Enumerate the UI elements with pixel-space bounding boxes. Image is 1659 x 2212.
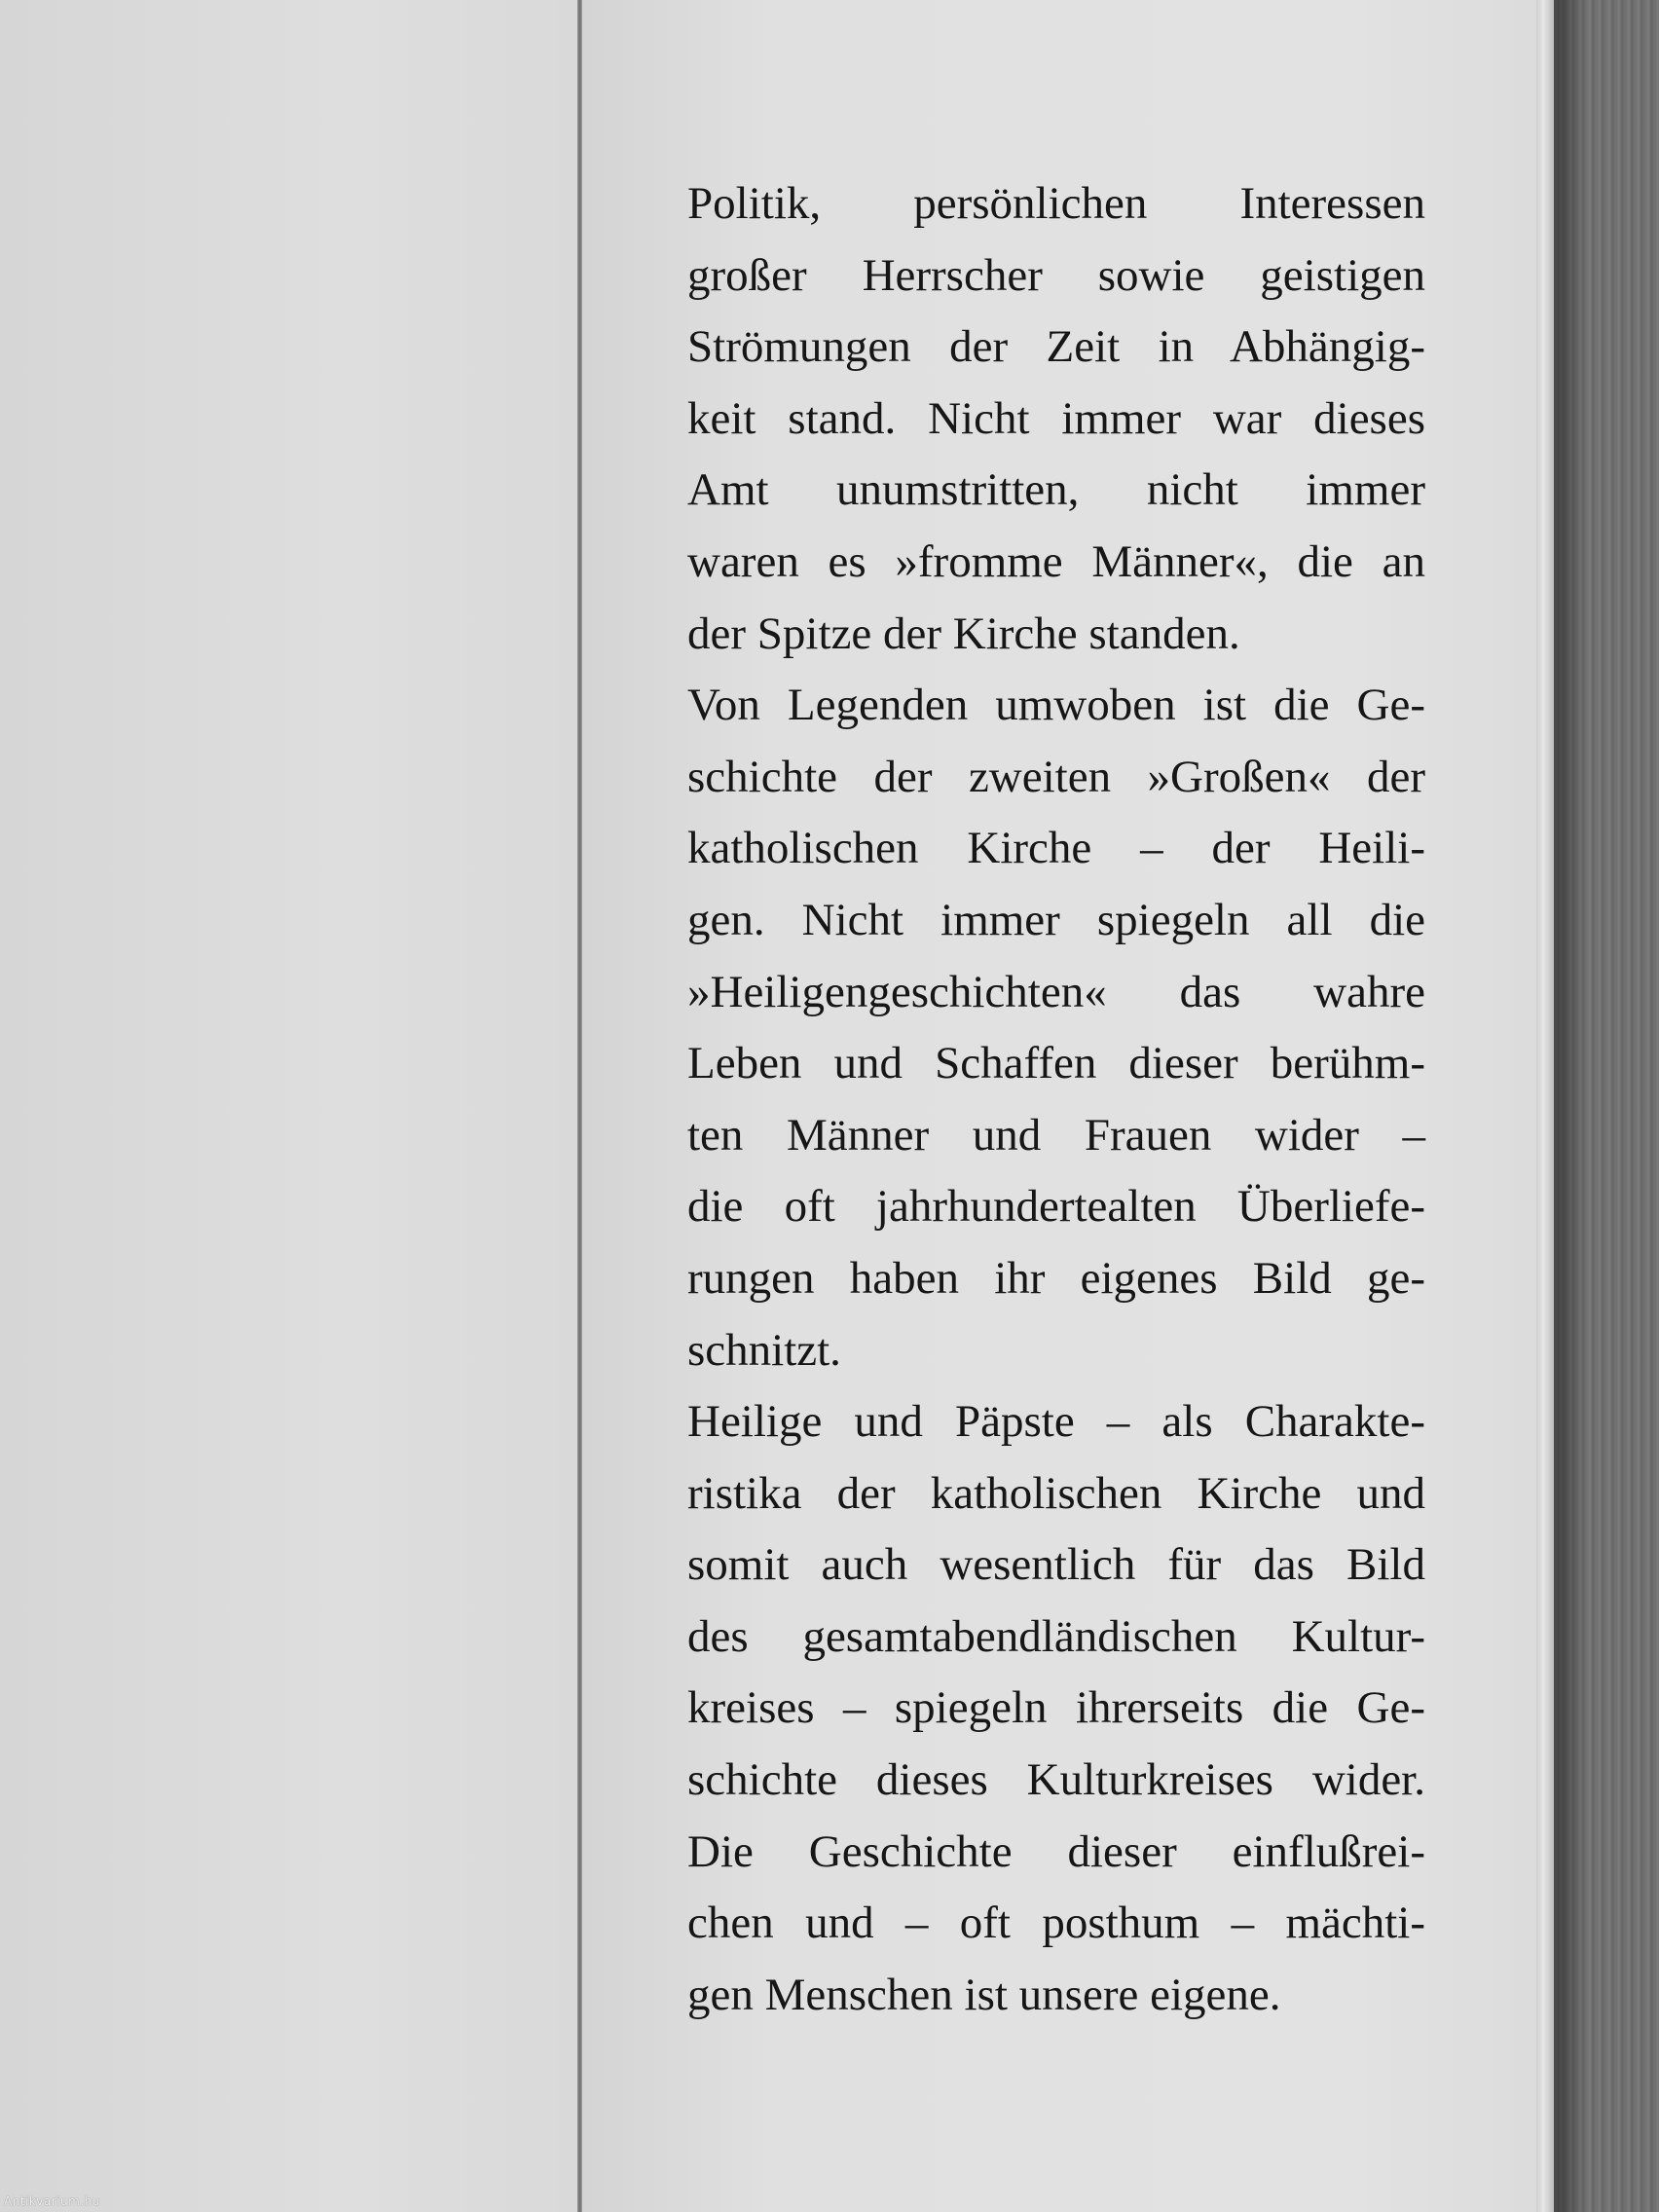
text-line: chen und – oft posthum – mächti- xyxy=(687,1898,1425,1949)
text-line: keit stand. Nicht immer war dieses xyxy=(687,392,1425,444)
text-line: katholischen Kirche – der Heili- xyxy=(687,823,1425,874)
text-line: der Spitze der Kirche standen. xyxy=(687,608,1240,659)
text-line: des gesamtabendländischen Kultur- xyxy=(687,1610,1425,1662)
text-line: »Heiligengeschichten« das wahre xyxy=(687,966,1425,1017)
text-line: gen Menschen ist unsere eigene. xyxy=(687,1969,1281,2020)
text-line: Politik, persönlichen Interessen xyxy=(687,178,1425,229)
text-line: Leben und Schaffen dieser berühm- xyxy=(687,1038,1425,1089)
text-line: kreises – spiegeln ihrerseits die Ge- xyxy=(687,1682,1425,1734)
watermark: Antikvarium.hu xyxy=(4,2194,100,2208)
text-line: ristika der katholischen Kirche und xyxy=(687,1467,1425,1519)
text-line: schnitzt. xyxy=(687,1324,841,1376)
text-line: Amt unumstritten, nicht immer xyxy=(687,464,1425,516)
text-line: die oft jahrhundertealten Überliefe- xyxy=(687,1181,1425,1233)
text-line: Heilige und Päpste – als Charakte- xyxy=(687,1396,1425,1448)
text-line: Von Legenden umwoben ist die Ge- xyxy=(687,680,1425,731)
text-line: schichte der zweiten »Großen« der xyxy=(687,751,1425,802)
body-text xyxy=(687,168,1425,2031)
text-line: Strömungen der Zeit in Abhängig- xyxy=(687,321,1425,373)
left-page-blank xyxy=(0,0,577,2212)
text-line: waren es »fromme Männer«, die an xyxy=(687,535,1425,587)
text-line: somit auch wesentlich für das Bild xyxy=(687,1539,1425,1591)
text-line: großer Herrscher sowie geistigen xyxy=(687,249,1425,301)
text-line: gen. Nicht immer spiegeln all die xyxy=(687,894,1425,945)
text-line: ten Männer und Frauen wider – xyxy=(687,1109,1425,1161)
page-edge xyxy=(1536,0,1554,2212)
text-line: rungen haben ihr eigenes Bild ge- xyxy=(687,1252,1425,1304)
text-line: schichte dieses Kulturkreises wider. xyxy=(687,1754,1425,1806)
text-line: Die Geschichte dieser einflußrei- xyxy=(687,1825,1425,1877)
cover-shadow xyxy=(1558,0,1587,2212)
